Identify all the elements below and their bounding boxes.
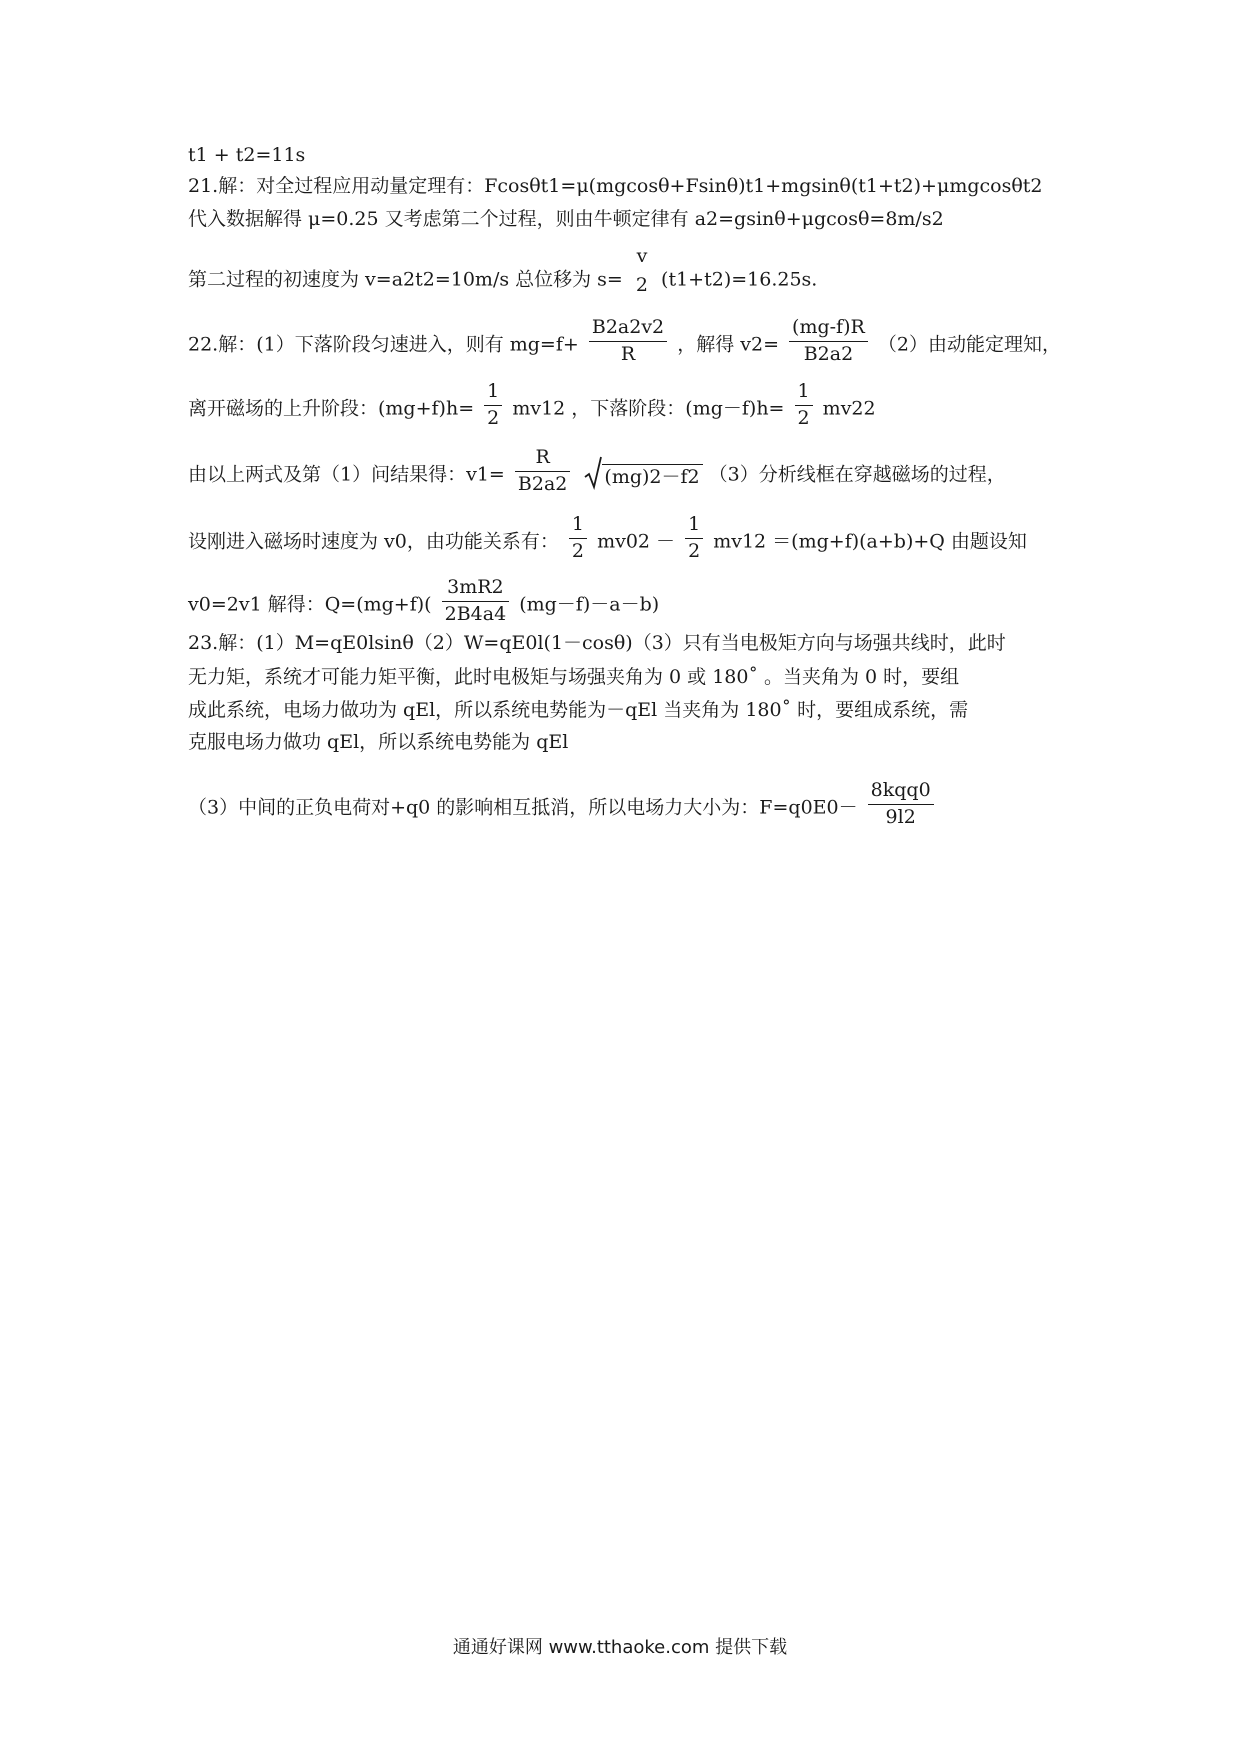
denominator: 2 [635, 273, 648, 296]
fraction-v-over-2 [633, 247, 651, 296]
denominator: 2 [797, 406, 810, 429]
text-segment: mv02 － [597, 530, 676, 553]
fraction-one-half [795, 382, 813, 429]
text-segment: ，解得 v2= [677, 333, 779, 356]
text-segment: (t1+t2)=16.25s. [661, 268, 818, 291]
line-q23-force [188, 779, 938, 832]
numerator: v [636, 245, 648, 267]
fraction-8kqq0-over-9l2 [868, 781, 934, 828]
fraction-one-half [484, 382, 502, 429]
text-segment: v0=2v1 解得：Q=(mg+f)( [188, 593, 432, 616]
text-segment: 由以上两式及第（1）问结果得：v1= [188, 463, 505, 486]
numerator: 1 [484, 382, 502, 406]
text-segment: 离开磁场的上升阶段：(mg+f)h= [188, 397, 475, 420]
denominator: 2 [487, 406, 500, 429]
numerator: (mg-f)R [789, 318, 868, 342]
numerator: R [515, 448, 570, 472]
fraction-one-half [569, 515, 587, 562]
line-t1-t2: t1 + t2=11s [188, 144, 306, 166]
fraction-b2a2v2-over-r [589, 318, 667, 365]
line-q23-part1: 23.解：(1）M=qE0lsinθ（2）W=qE0l(1－cosθ)（3）只有当电极矩方向与场强共线时，此时 [188, 632, 1006, 654]
fraction-v2-solution [789, 318, 868, 365]
fraction-one-half [685, 515, 703, 562]
fraction-r-over-b2a2 [515, 448, 570, 495]
line-q23-part4: 克服电场力做功 qEl，所以系统电势能为 qEl [188, 731, 569, 753]
denominator: 2 [571, 539, 585, 562]
numerator: B2a2v2 [589, 318, 667, 342]
numerator: 1 [685, 515, 703, 539]
line-q21-displacement [188, 245, 818, 305]
square-root [584, 464, 702, 487]
denominator: R [620, 342, 636, 365]
text-segment: 22.解：(1）下落阶段匀速进入，则有 mg=f+ [188, 333, 579, 356]
line-q23-part3: 成此系统，电场力做功为 qEl，所以系统电势能为－qEl 当夹角为 180˚ 时，要组成系统，需 [188, 699, 969, 721]
text-segment: 设刚进入磁场时速度为 v0，由功能关系有： [188, 530, 559, 553]
line-q21-result: 代入数据解得 μ=0.25 又考虑第二个过程，则由牛顿定律有 a2=gsinθ+μgcosθ=8m/s2 [188, 208, 944, 230]
radical-sign-icon [584, 456, 602, 490]
denominator: 9l2 [885, 805, 916, 828]
text-segment: （3）中间的正负电荷对+q0 的影响相互抵消，所以电场力大小为：F=q0E0－ [188, 796, 858, 819]
text-segment: (mg－f)－a－b) [519, 593, 660, 616]
numerator: 1 [569, 515, 587, 539]
line-q22-energy-relation [188, 513, 1027, 566]
numerator: 8kqq0 [868, 781, 934, 805]
denominator: 2B4a4 [444, 602, 507, 625]
text-segment: mv12 ，下落阶段：(mg－f)h= [512, 397, 785, 420]
denominator: B2a2 [803, 342, 854, 365]
text-segment: mv12 ＝(mg+f)(a+b)+Q 由题设知 [713, 530, 1027, 553]
line-q23-part2: 无力矩，系统才可能力矩平衡，此时电极矩与场强夹角为 0 或 180˚ 。当夹角为 0 时，要组 [188, 666, 960, 688]
denominator: B2a2 [517, 472, 568, 495]
text-segment: （3）分析线框在穿越磁场的过程， [708, 463, 1006, 486]
line-q22-part1 [188, 316, 1061, 369]
numerator: 3mR2 [442, 578, 510, 602]
page-footer: 通通好课网 www.tthaoke.com 提供下载 [452, 1637, 788, 1658]
text-segment: mv22 [822, 397, 876, 420]
denominator: 2 [688, 539, 701, 562]
numerator: 1 [795, 382, 813, 406]
fraction-3mr2-over-2b4a4 [442, 578, 510, 625]
line-q22-v1 [188, 446, 1006, 499]
text-segment: 第二过程的初速度为 v=a2t2=10m/s 总位移为 s= [188, 268, 623, 291]
text-segment: （2）由动能定理知， [877, 333, 1061, 356]
line-q22-heat [188, 576, 660, 629]
line-q22-energy [188, 380, 876, 433]
radicand: (mg)2－f2 [602, 464, 702, 487]
line-q21-momentum: 21.解：对全过程应用动量定理有：Fcosθt1=μ(mgcosθ+Fsinθ)t1+mgsinθ(t1+t2)+μmgcosθt2 [188, 175, 1043, 197]
